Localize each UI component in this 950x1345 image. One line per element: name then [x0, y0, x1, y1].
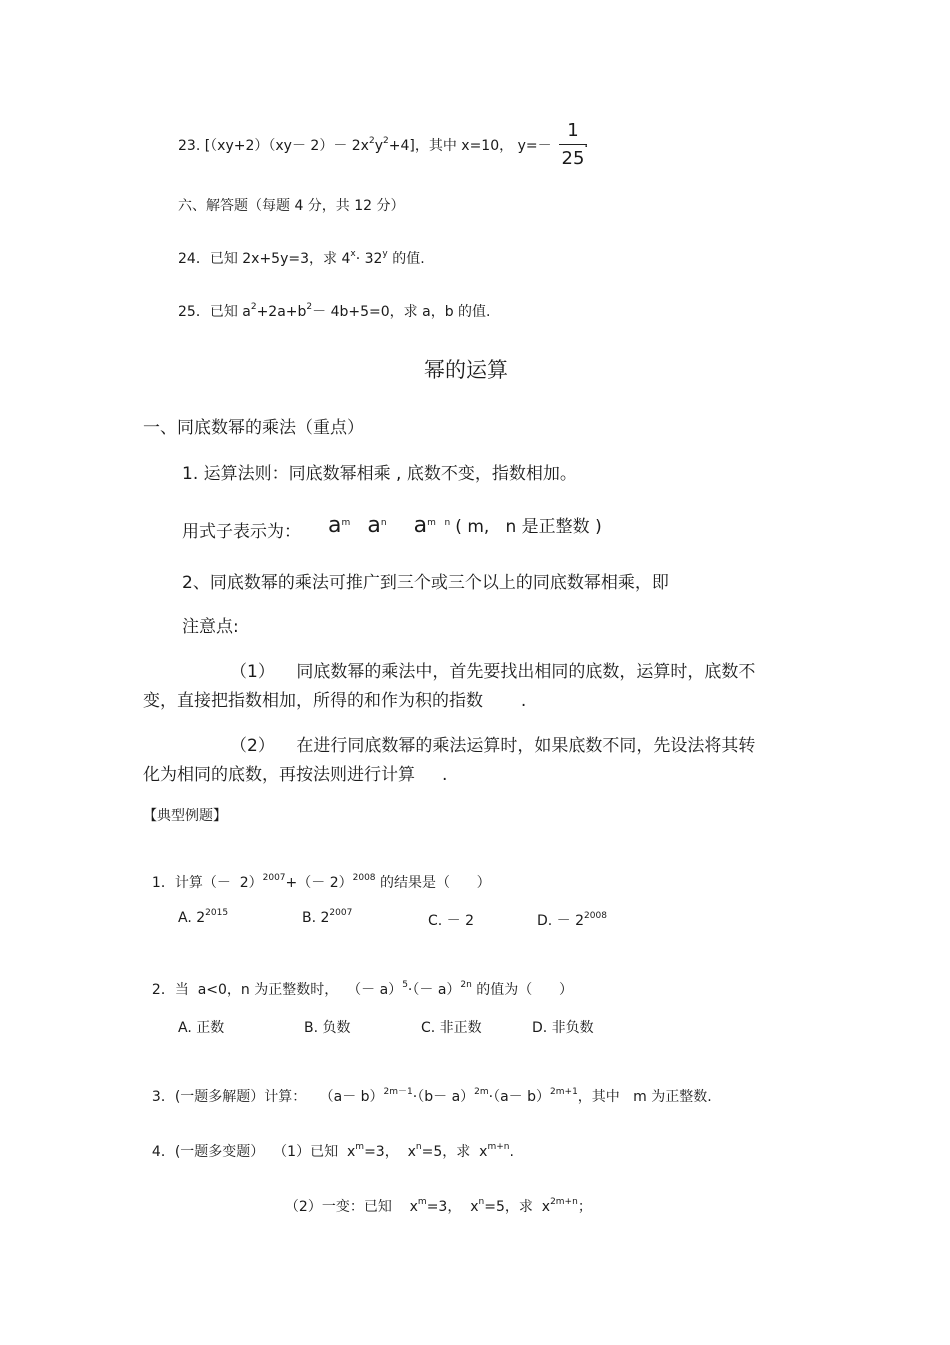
example-1	[143, 856, 491, 892]
option-c	[428, 910, 474, 930]
exponent: m	[417, 1197, 427, 1207]
exponent: 2m	[474, 1087, 489, 1097]
rule-2: 2、同底数幂的乘法可推广到三个或三个以上的同底数幂相乘，即	[182, 573, 669, 593]
question-text: － 4b+5=0，求 a，b 的值.	[312, 304, 491, 320]
question-25	[178, 301, 491, 321]
base: a	[328, 513, 342, 538]
exponent: n	[478, 1197, 485, 1207]
period: .	[584, 135, 589, 151]
example-4	[143, 1125, 514, 1161]
exponent: m+n	[487, 1142, 510, 1152]
option-d: D. 非负数	[532, 1020, 594, 1036]
exponent: 2007	[329, 908, 353, 918]
option-text: C. － 2	[428, 913, 475, 929]
question-number: 23.	[178, 138, 201, 154]
exponent: m	[355, 1142, 365, 1152]
option-text: B. 2	[302, 910, 330, 926]
option-a: A. 正数	[178, 1020, 225, 1036]
section-heading-1: 一、同底数幂的乘法（重点）	[143, 418, 364, 438]
example-2	[143, 963, 573, 999]
formula	[328, 512, 602, 538]
exponent: 5	[402, 980, 408, 990]
question-text: +2a+b	[256, 304, 307, 320]
fraction-numerator: 1	[567, 120, 579, 141]
option-c: C. 非正数	[421, 1020, 482, 1036]
rule-1: 1. 运算法则：同底数幂相乘 , 底数不变，指数相加。	[182, 464, 577, 484]
expression-text: [（xy+2）（xy－ 2）－ 2x	[204, 138, 369, 154]
example-text: +（－ 2）	[285, 875, 353, 891]
formula-condition: ( m, n 是正整数 )	[455, 517, 602, 537]
exponent: 2m－1	[383, 1087, 413, 1097]
example-text: 2．当 a<0，n 为正整数时， （－ a）	[151, 982, 403, 998]
question-text: 25．已知 a	[178, 304, 251, 320]
note-2-line-2: 化为相同的底数，再按法则进行计算 .	[143, 765, 448, 785]
exponent: 2	[250, 302, 257, 312]
question-24	[178, 248, 425, 268]
exponent: 2n	[460, 980, 472, 990]
option-b: B. 负数	[304, 1020, 351, 1036]
option-d	[537, 910, 607, 930]
page-title: 幂的运算	[424, 358, 508, 382]
example-text: .	[509, 1144, 514, 1160]
exponent: 2m+n	[550, 1197, 578, 1207]
example-text: 的结果是（ ）	[375, 875, 491, 891]
example-text: =5，求 x	[421, 1144, 488, 1160]
example-text: （2）一变：已知 x	[284, 1199, 418, 1215]
expression-text: +4]，其中 x=10， y=－	[388, 138, 552, 154]
example-text: 4．(一题多变题） （1）已知 x	[151, 1144, 356, 1160]
exponent: 2m+1	[550, 1087, 578, 1097]
question-text: · 32	[355, 251, 383, 267]
exponent: m	[341, 518, 351, 528]
examples-heading: 【典型例题】	[143, 808, 227, 824]
fraction-denominator: 25	[561, 148, 585, 169]
fraction-bar	[559, 144, 587, 145]
example-text: ·（－ a）	[407, 982, 461, 998]
exponent: 2015	[205, 908, 229, 918]
example-text: =3， x	[426, 1199, 479, 1215]
base: a	[367, 513, 381, 538]
exponent: n	[415, 1142, 422, 1152]
exponent: 2	[383, 136, 389, 146]
example-text: ·（b－ a）	[412, 1089, 475, 1105]
example-text: 3．(一题多解题）计算： （a－ b）	[151, 1089, 384, 1105]
note-2-line-1: （2） 在进行同底数幂的乘法运算时，如果底数不同，先设法将其转	[230, 736, 756, 756]
question-23	[178, 135, 552, 155]
exponent: x	[350, 249, 356, 259]
example-text: ；	[577, 1199, 592, 1215]
question-text: 24．已知 2x+5y=3，求 4	[178, 251, 351, 267]
note-1-line-1: （1） 同底数幂的乘法中，首先要找出相同的底数，运算时，底数不	[230, 662, 756, 682]
expression-text: y	[374, 138, 383, 154]
example-text: =5，求 x	[484, 1199, 551, 1215]
option-text: D. － 2	[537, 913, 585, 929]
exponent: m n	[427, 518, 451, 528]
example-3	[143, 1070, 712, 1106]
section-heading-6: 六、解答题（每题 4 分，共 12 分）	[178, 198, 405, 214]
example-text: ·（a－ b）	[488, 1089, 551, 1105]
example-text: =3， x	[364, 1144, 416, 1160]
option-text: A. 2	[178, 910, 206, 926]
example-text: 的值为（ ）	[471, 982, 573, 998]
exponent: 2008	[352, 873, 376, 883]
exponent: n	[380, 518, 387, 528]
exponent: y	[382, 249, 388, 259]
exponent: 2	[368, 136, 375, 146]
exponent: 2	[306, 302, 313, 312]
exponent: 2008	[584, 911, 607, 921]
base: a	[413, 513, 428, 538]
note-label: 注意点:	[182, 617, 239, 637]
note-1-line-2: 变，直接把指数相加，所得的和作为积的指数 .	[143, 691, 527, 711]
example-4-variant	[276, 1180, 592, 1216]
fraction	[559, 120, 587, 169]
example-text: 1．计算（－ 2）	[151, 875, 263, 891]
question-text: 的值.	[387, 251, 425, 267]
formula-label: 用式子表示为：	[182, 522, 301, 542]
exponent: 2007	[262, 873, 286, 883]
example-text: ，其中 m 为正整数.	[577, 1089, 712, 1105]
option-a	[178, 910, 228, 926]
option-b	[302, 910, 352, 926]
